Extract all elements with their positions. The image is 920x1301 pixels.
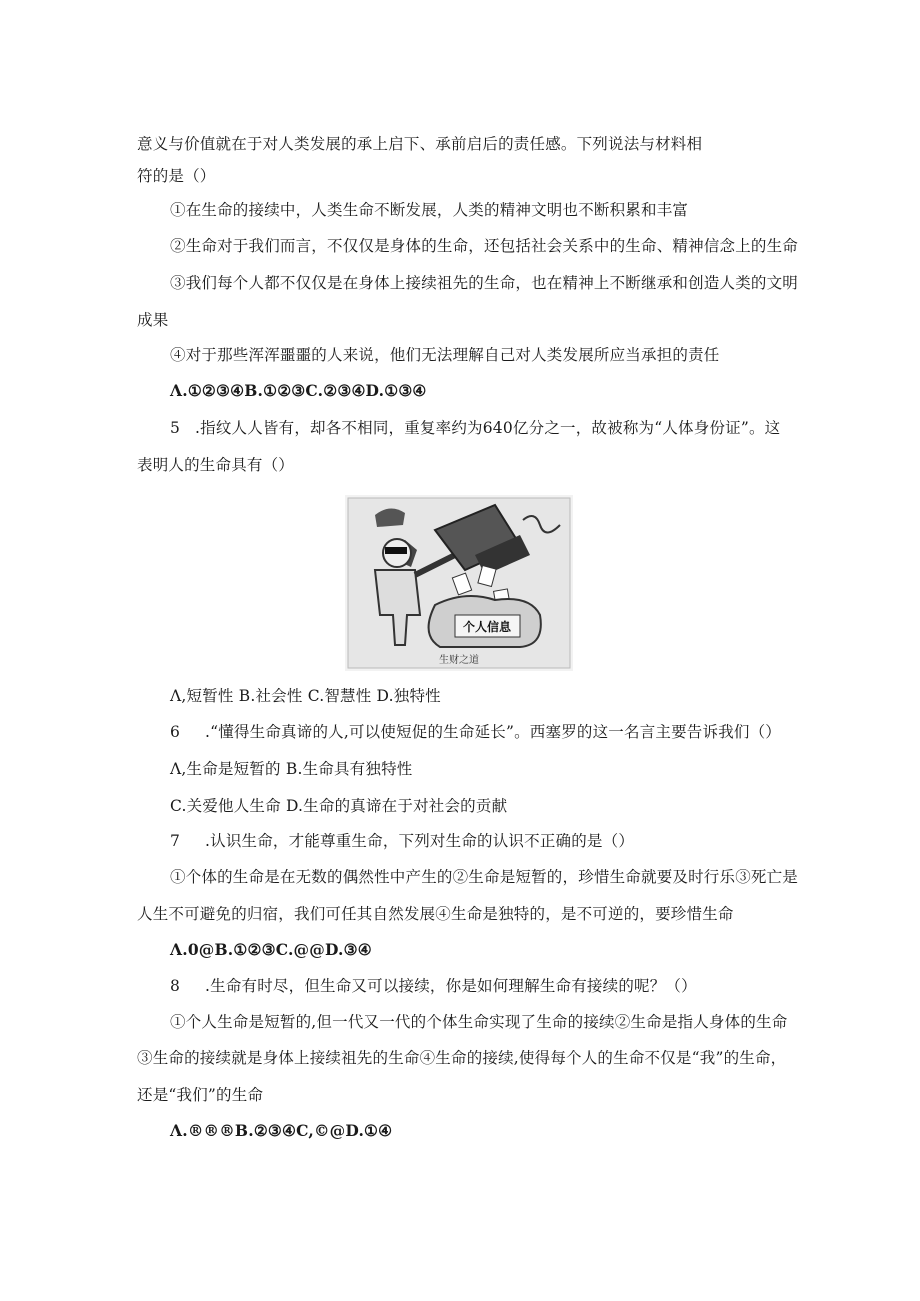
answer-choices: C.关爱他人生命 D.生命的真谛在于对社会的贡献 [170,797,508,815]
text-line: ①个人生命是短暂的,但一代又一代的个体生命实现了生命的接续②生命是指人身体的生命 [170,1013,788,1031]
question-text: .“懂得生命真谛的人,可以使短促的生命延长”。西塞罗的这一名言主要告诉我们（） [205,723,782,741]
text-line: 人生不可避免的归宿，我们可任其自然发展④生命是独特的，是不可逆的，要珍惜生命 [137,905,734,923]
text-line: ③生命的接续就是身体上接续祖先的生命④生命的接续,使得每个人的生命不仅是“我”的生命， [137,1049,787,1067]
bag-label: 个人信息 [462,620,512,634]
text-line: 还是“我们”的生命 [137,1086,264,1104]
option-statement-4: ④对于那些浑浑噩噩的人来说，他们无法理解自己对人类发展所应当承担的责任 [170,346,720,364]
question-text: .认识生命，才能尊重生命，下列对生命的认识不正确的是（） [205,832,635,850]
option-statement-2: ②生命对于我们而言，不仅仅是身体的生命，还包括社会关系中的生命、精神信念上的生命 [170,237,799,255]
answer-choices: Λ.①②③④B.①②③C.②③④D.①③④ [170,381,427,400]
text-line: ①个体的生命是在无数的偶然性中产生的②生命是短暂的，珍惜生命就要及时行乐③死亡是 [170,868,799,886]
answer-choices: Λ,短暂性 B.社会性 C.智慧性 D.独特性 [170,687,441,705]
figure-caption: 生财之道 [439,655,479,666]
illustration-figure [345,495,573,671]
question-number: 7 [170,832,180,850]
option-statement-3: ③我们每个人都不仅仅是在身体上接续祖先的生命，也在精神上不断继承和创造人类的文明 [170,274,799,292]
cartoon-image [345,495,573,671]
answer-choices: Λ.0@B.①②③C.@@D.③④ [170,940,372,959]
option-statement-1: ①在生命的接续中，人类生命不断发展，人类的精神文明也不断积累和丰富 [170,201,689,219]
text-line: 成果 [137,311,169,329]
question-number: 6 [170,723,180,741]
question-number: 8 [170,977,180,995]
text-line: 意义与价值就在于对人类发展的承上启下、承前启后的责任感。下列说法与材料相 [137,135,703,153]
text-line: 表明人的生命具有（） [137,456,295,474]
answer-choices: Λ,生命是短暂的 B.生命具有独特性 [170,760,413,778]
question-text: .生命有时尽，但生命又可以接续，你是如何理解生命有接续的呢？（） [205,977,697,995]
question-number: 5 [170,419,180,437]
question-text: .指纹人人皆有，却各不相同，重复率约为640亿分之一，故被称为“人体身份证”。这 [195,419,781,437]
answer-choices: Λ.®®®B.②③④C,©@D.①④ [170,1121,393,1140]
text-line: 符的是（） [137,167,216,185]
